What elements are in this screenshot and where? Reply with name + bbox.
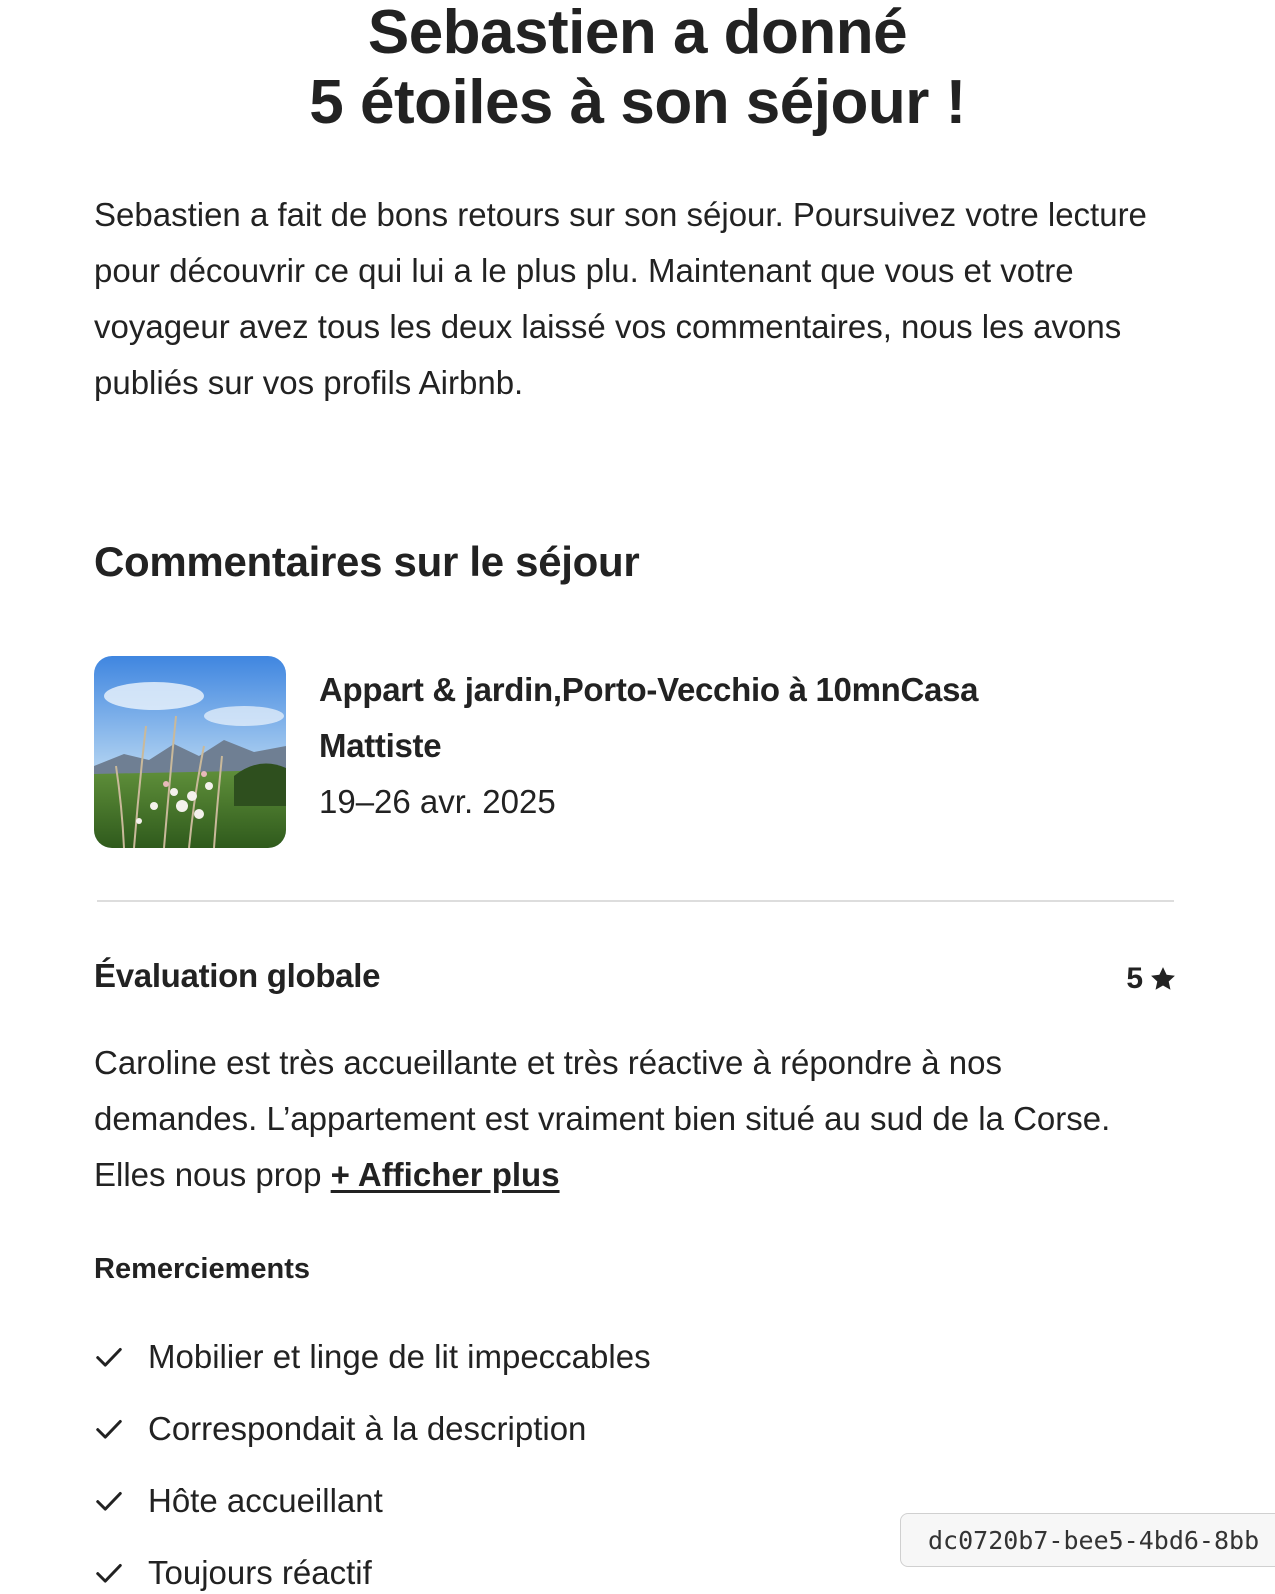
overall-rating-value [1126,962,1177,996]
review-excerpt: Caroline est très accueillante et très réactive à répondre à nos demandes. L’appartement est vraiment bien situé au sud de la Corse. Elles nous prop [94,1044,1111,1193]
list-item-label: Toujours réactif [148,1554,372,1591]
listing-card[interactable] [94,656,1174,848]
list-item-label: Hôte accueillant [148,1482,383,1519]
check-icon [94,1486,124,1516]
check-icon [94,1414,124,1444]
list-item [94,1321,651,1393]
star-icon [1149,965,1177,993]
id-tooltip: dc0720b7-bee5-4bd6-8bb [900,1513,1275,1567]
page-title-line-1: Sebastien a donné [367,0,908,67]
page-title-line-2: 5 étoiles à son séjour ! [309,68,966,137]
thanks-list [94,1321,651,1594]
list-item [94,1465,651,1537]
list-item [94,1537,651,1594]
rating-score: 5 [1126,962,1143,995]
section-divider [97,900,1174,902]
feedback-section-title: Commentaires sur le séjour [94,538,640,585]
thanks-title: Remerciements [94,1253,310,1285]
listing-name[interactable]: Appart & jardin,Porto-Vecchio à 10mnCasa Mattiste [319,671,979,764]
overall-rating-label: Évaluation globale [94,957,381,994]
listing-photo[interactable] [94,656,286,848]
list-item-label: Correspondait à la description [148,1410,587,1447]
show-more-link[interactable]: + Afficher plus [330,1156,560,1193]
check-icon [94,1342,124,1372]
list-item [94,1393,651,1465]
review-text [94,1035,1174,1203]
intro-paragraph: Sebastien a fait de bons retours sur son séjour. Poursuivez votre lecture pour découvrir ce qui lui a le plus plu. Maintenant que vous et votre voyageur avez tous les deux laissé vos commentaires, nous les avons publiés sur vos profils Airbnb. [94,196,1147,401]
check-icon [94,1558,124,1588]
page-title [0,0,1275,138]
stay-dates: 19–26 avr. 2025 [319,783,556,820]
list-item-label: Mobilier et linge de lit impeccables [148,1338,651,1375]
